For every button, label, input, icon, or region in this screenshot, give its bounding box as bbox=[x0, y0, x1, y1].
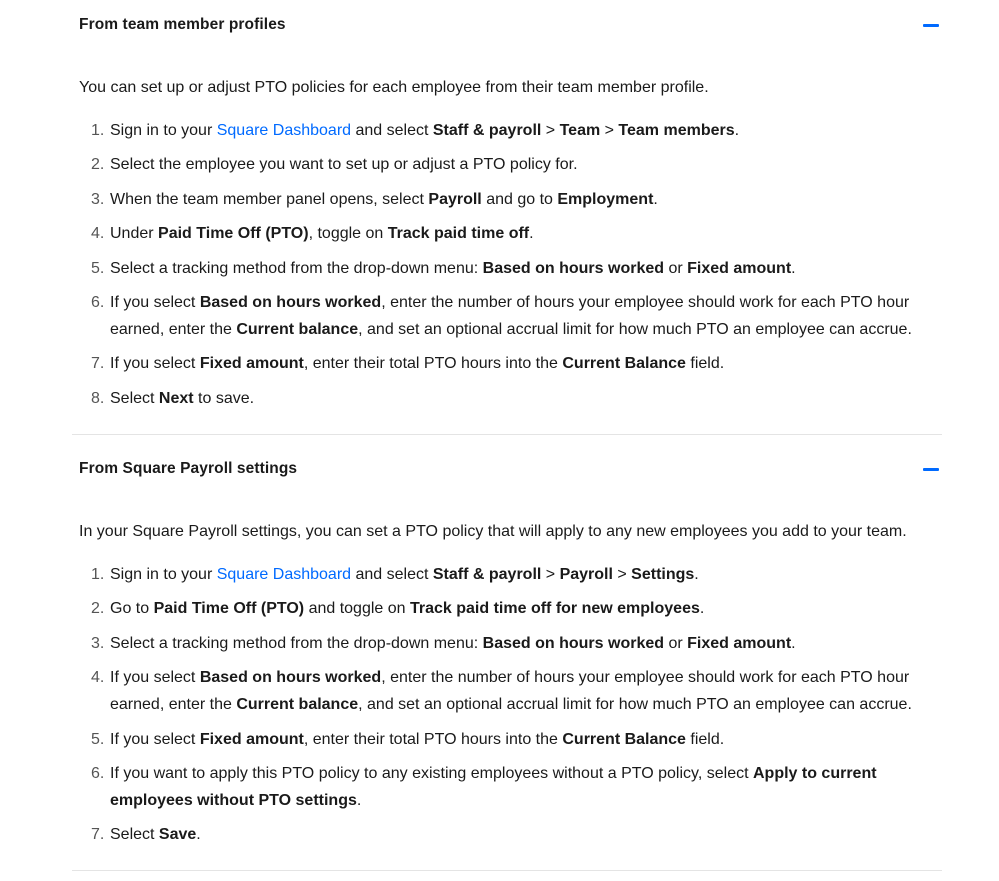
collapse-icon[interactable] bbox=[923, 460, 939, 478]
section-title: From Square Payroll settings bbox=[79, 460, 298, 477]
step-text: . bbox=[529, 225, 534, 243]
step-number: 2. bbox=[91, 600, 105, 618]
section-intro: You can set up or adjust PTO policies for each employee from their team member profile. bbox=[79, 79, 709, 96]
collapse-icon[interactable] bbox=[923, 16, 939, 34]
bold-term: Next bbox=[158, 389, 194, 407]
step-text: and select bbox=[351, 122, 433, 139]
bold-term: Staff & payroll bbox=[432, 566, 542, 583]
step-text: Select a tracking method from the drop-down menu: bbox=[110, 634, 483, 652]
step-text: , enter the number of hours your employee should work for each PTO hour earned, enter the bbox=[110, 669, 910, 714]
list-item bbox=[79, 385, 939, 412]
list-item bbox=[79, 186, 939, 213]
bold-term: Save bbox=[158, 826, 197, 844]
step-text: , enter their total PTO hours into the bbox=[303, 730, 563, 748]
step-text: . bbox=[791, 634, 796, 652]
list-item bbox=[79, 151, 939, 178]
bold-term: Based on hours worked bbox=[482, 259, 665, 277]
step-text: , toggle on bbox=[308, 225, 388, 243]
square-dashboard-link[interactable]: Square Dashboard bbox=[216, 566, 352, 583]
step-text: to save. bbox=[193, 389, 255, 407]
step-text: field. bbox=[685, 355, 725, 373]
bold-term: Fixed amount bbox=[199, 355, 304, 373]
step-text: , and set an optional accrual limit for how much PTO an employee can accrue. bbox=[358, 696, 912, 714]
list-item bbox=[79, 821, 939, 848]
bold-term: Fixed amount bbox=[687, 259, 792, 277]
step-text: > bbox=[600, 122, 619, 139]
bold-term: Payroll bbox=[559, 566, 613, 583]
accordion-section-team-member-profiles bbox=[72, 0, 942, 407]
step-text: Under bbox=[110, 225, 159, 243]
step-number: 7. bbox=[91, 355, 105, 373]
accordion-header[interactable] bbox=[72, 444, 942, 484]
step-text: , enter the number of hours your employee should work for each PTO hour earned, enter the bbox=[110, 293, 910, 338]
step-text: When the team member panel opens, select bbox=[110, 190, 429, 208]
section-title: From team member profiles bbox=[79, 16, 286, 33]
step-text: If you select bbox=[110, 293, 200, 311]
list-item bbox=[79, 117, 939, 144]
bold-term: Based on hours worked bbox=[482, 634, 665, 652]
bold-term: Fixed amount bbox=[199, 730, 304, 748]
list-item bbox=[79, 726, 939, 753]
bold-term: Current balance bbox=[236, 696, 359, 714]
step-text: Select bbox=[110, 826, 159, 844]
square-dashboard-link[interactable]: Square Dashboard bbox=[216, 122, 352, 139]
step-text: Select bbox=[110, 389, 159, 407]
bold-term: Current balance bbox=[236, 320, 359, 338]
step-number: 4. bbox=[91, 225, 105, 243]
bold-term: Paid Time Off (PTO) bbox=[158, 225, 309, 243]
bold-term: Track paid time off bbox=[387, 225, 530, 243]
step-number: 5. bbox=[91, 259, 105, 277]
bold-term: Current Balance bbox=[562, 355, 686, 373]
bold-term: Payroll bbox=[428, 190, 482, 208]
bold-term: Based on hours worked bbox=[199, 293, 382, 311]
step-text: . bbox=[694, 566, 699, 583]
list-item bbox=[79, 350, 939, 377]
step-text: Select the employee you want to set up or adjust a PTO policy for. bbox=[110, 156, 578, 174]
section-divider bbox=[72, 434, 942, 435]
step-number: 3. bbox=[91, 190, 105, 208]
bold-term: Staff & payroll bbox=[432, 122, 542, 139]
step-number: 1. bbox=[91, 122, 105, 139]
step-text: Sign in to your bbox=[110, 122, 217, 139]
list-item bbox=[79, 255, 939, 282]
step-text: and go to bbox=[481, 190, 558, 208]
list-item bbox=[79, 289, 939, 343]
step-text: If you select bbox=[110, 355, 200, 373]
step-text: , and set an optional accrual limit for how much PTO an employee can accrue. bbox=[358, 320, 912, 338]
step-text: If you want to apply this PTO policy to any existing employees without a PTO policy, select bbox=[110, 764, 753, 782]
list-item bbox=[79, 760, 939, 814]
step-text: and select bbox=[351, 566, 433, 583]
step-number: 3. bbox=[91, 634, 105, 652]
step-text: , enter their total PTO hours into the bbox=[303, 355, 563, 373]
step-text: field. bbox=[685, 730, 725, 748]
bold-term: Paid Time Off (PTO) bbox=[153, 600, 305, 618]
step-text: and toggle on bbox=[304, 600, 410, 618]
bold-term: Apply to current employees without PTO settings bbox=[110, 764, 877, 809]
list-item bbox=[79, 220, 939, 247]
bold-term: Employment bbox=[557, 190, 654, 208]
bold-term: Based on hours worked bbox=[199, 669, 382, 687]
list-item bbox=[79, 630, 939, 657]
step-number: 6. bbox=[91, 293, 105, 311]
list-item bbox=[79, 561, 939, 588]
step-text: . bbox=[791, 259, 796, 277]
section-divider bbox=[72, 870, 942, 871]
steps-list bbox=[79, 117, 939, 419]
bold-term: Team bbox=[559, 122, 601, 139]
list-item bbox=[79, 595, 939, 622]
steps-list bbox=[79, 561, 939, 856]
bold-term: Fixed amount bbox=[687, 634, 792, 652]
step-number: 4. bbox=[91, 669, 105, 687]
accordion-header[interactable] bbox=[72, 0, 942, 40]
step-text: . bbox=[196, 826, 201, 844]
step-number: 6. bbox=[91, 764, 105, 782]
step-text: Go to bbox=[110, 600, 154, 618]
step-number: 2. bbox=[91, 156, 105, 174]
section-intro: In your Square Payroll settings, you can set a PTO policy that will apply to any new employees you add to your team. bbox=[79, 523, 907, 540]
step-text: If you select bbox=[110, 669, 200, 687]
step-text: If you select bbox=[110, 730, 200, 748]
step-text: > bbox=[541, 566, 560, 583]
list-item bbox=[79, 664, 939, 718]
bold-term: Track paid time off for new employees bbox=[410, 600, 700, 618]
step-text: . bbox=[653, 190, 658, 208]
accordion-section-square-payroll-settings bbox=[72, 444, 942, 844]
step-number: 7. bbox=[91, 826, 105, 844]
bold-term: Team members bbox=[618, 122, 735, 139]
step-number: 8. bbox=[91, 389, 105, 407]
step-text: > bbox=[612, 566, 632, 583]
step-text: or bbox=[664, 634, 688, 652]
step-text: Select a tracking method from the drop-down menu: bbox=[110, 259, 483, 277]
bold-term: Current Balance bbox=[562, 730, 686, 748]
step-text: . bbox=[734, 122, 740, 139]
step-number: 5. bbox=[91, 730, 105, 748]
step-text: . bbox=[699, 600, 705, 618]
bold-term: Settings bbox=[631, 566, 695, 583]
step-text: > bbox=[541, 122, 560, 139]
step-text: Sign in to your bbox=[110, 566, 217, 583]
step-number: 1. bbox=[91, 566, 105, 583]
step-text: . bbox=[356, 791, 362, 809]
step-text: or bbox=[664, 259, 688, 277]
